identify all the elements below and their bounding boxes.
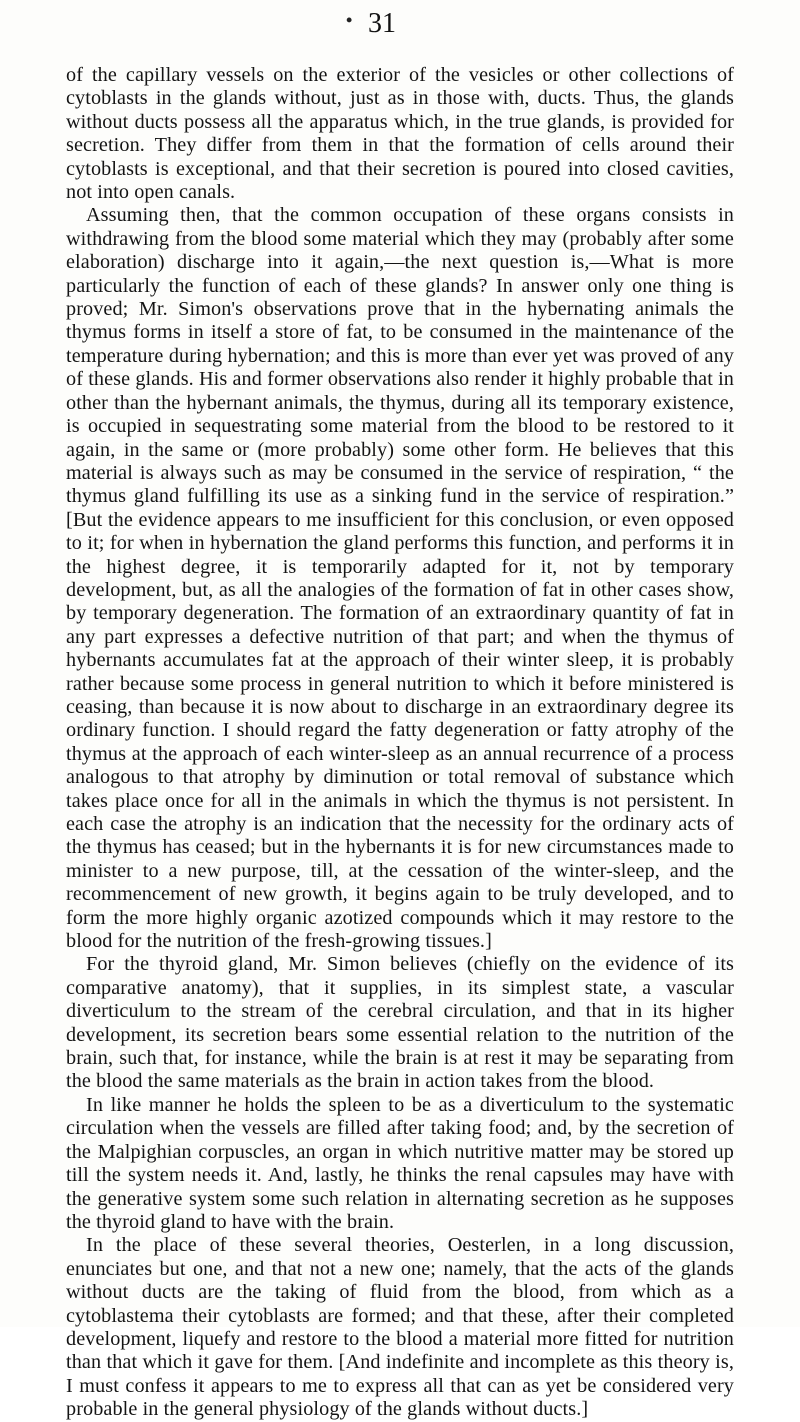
paragraph-oesterlen-theory: In the place of these several theories, Oesterlen, in a long discussion, enunciates but one, and that not a new one; namely, that the acts of the glands without ducts are the taking of fluid from the blood, from which as a cytoblastema their cytoblasts are formed; and that these, after their completed development, liquefy and restore to the blood a material more fitted for nutrition than that which it gave for them. [And indefinite and incomplete as this theory is, I must confess it appears to me to express all that can as yet be considered very probable in the general physiology of the glands without ducts.] bbox=[66, 1234, 734, 1421]
paragraph-continuation: of the capillary vessels on the exterior of the vesicles or other collections of cytoblasts in the glands without, just as in those with, ducts. Thus, the glands without ducts possess all the apparatus which, in the true glands, is provided for secretion. They differ from them in that the formation of cells around their cytoblasts is exceptional, and that their secretion is poured into closed cavities, not into open canals. bbox=[66, 64, 734, 204]
printer-mark: • bbox=[346, 10, 353, 30]
page-header bbox=[0, 8, 800, 48]
page-number: 31 bbox=[368, 8, 396, 39]
paragraph-spleen: In like manner he holds the spleen to be as a diverticulum to the systematic circulation when the vessels are filled after taking food; and, by the secretion of the Malpighian corpuscles, an organ in which nutritive matter may be stored up till the system needs it. And, lastly, he thinks the renal capsules may have with the generative system some such relation in alternating secretion as he supposes the thyroid gland to have with the brain. bbox=[66, 1093, 734, 1233]
body-text bbox=[66, 64, 734, 1422]
paragraph-thyroid-gland: For the thyroid gland, Mr. Simon believes (chiefly on the evidence of its comparative anatomy), that it supplies, in its simplest state, a vascular diverticulum to the stream of the cerebral circulation, and that in its higher development, its secretion bears some essential relation to the nutrition of the brain, such that, for instance, while the brain is at rest it may be separating from the blood the same materials as the brain in action takes from the blood. bbox=[66, 953, 734, 1093]
paragraph-thymus-function: Assuming then, that the common occupation of these organs consists in withdrawing from the blood some material which they may (probably after some elaboration) discharge into it again,—the next question is,—What is more particularly the function of each of these glands? In answer only one thing is proved; Mr. Simon's observations prove that in the hybernating animals the thymus forms in itself a store of fat, to be consumed in the maintenance of the temperature during hybernation; and this is more than ever yet was proved of any of these glands. His and former observations also render it highly probable that in other than the hybernant animals, the thymus, during all its temporary existence, is occupied in sequestrating some material from the blood to be restored to it again, in the same or (more probably) some other form. He believes that this material is always such as may be consumed in the service of respiration, “ the thymus gland fulfilling its use as a sinking fund in the service of respiration.” [But the evidence appears to me insufficient for this conclusion, or even opposed to it; for when in hybernation the gland performs this function, and performs it in the highest degree, it is temporarily adapted for it, not by temporary development, but, as all the analogies of the formation of fat in other cases show, by temporary degeneration. The formation of an extraordinary quantity of fat in any part expresses a defective nutrition of that part; and when the thymus of hybernants accumulates fat at the approach of their winter sleep, it is probably rather because some process in general nutrition to which it before ministered is ceasing, than because it is now about to discharge in an extraordinary degree its ordinary function. I should regard the fatty degeneration or fatty atrophy of the thymus at the approach of each winter-sleep as an annual recurrence of a process analogous to that atrophy by diminution or total removal of substance which takes place once for all in the animals in which the thymus is not persistent. In each case the atrophy is an indication that the necessity for the ordinary acts of the thymus has ceased; but in the hybernants it is for new circumstances made to minister to a new purpose, till, at the cessation of the winter-sleep, and the recommencement of new growth, it begins again to be truly developed, and to form the more highly organic azotized compounds which it may restore to the blood for the nutrition of the fresh-growing tissues.] bbox=[66, 204, 734, 953]
